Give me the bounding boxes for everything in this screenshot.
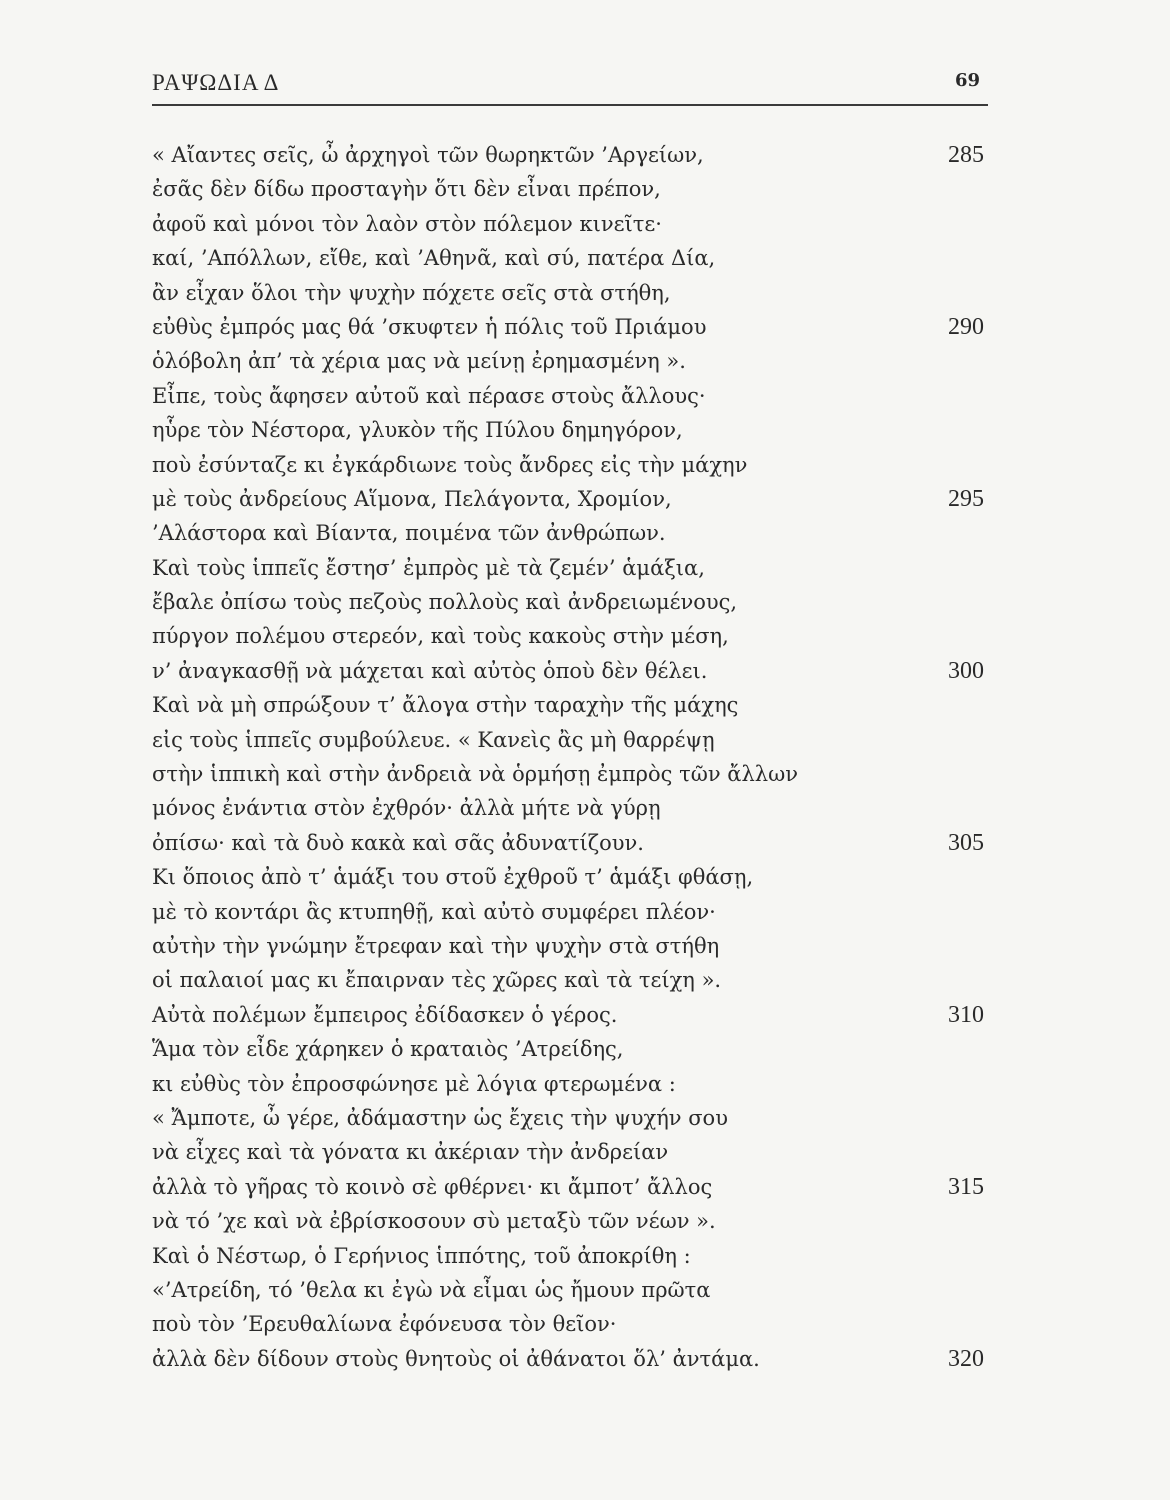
verse-text: Ἅμα τὸν εἶδε χάρηκεν ὁ κραταιὸς ’Ατρείδης, [152,1037,624,1062]
verse-line [152,516,988,550]
verse-line [152,723,988,757]
page-number: 69 [954,70,980,91]
verse-line [152,1273,988,1307]
verse-line [152,1204,988,1238]
verse-line [152,276,988,310]
verse-line [152,619,988,653]
verse-line [152,207,988,241]
verse-line [152,551,988,585]
verse-line [152,929,988,963]
verse-text: εὐθὺς ἐμπρός μας θά ’σκυφτεν ἡ πόλις τοῦ Πριάμου [152,314,707,339]
verse-text: οἱ παλαιοί μας κι ἔπαιρναν τὲς χῶρες καὶ τὰ τείχη ». [152,968,722,993]
verse-line [152,585,988,619]
verse-text: ’Αλάστορα καὶ Βίαντα, ποιμένα τῶν ἀνθρώπων. [152,521,666,546]
verse-line [152,654,988,688]
verse-text: Καὶ ὁ Νέστωρ, ὁ Γερήνιος ἱππότης, τοῦ ἀποκρίθη : [152,1243,691,1268]
verse-line [152,448,988,482]
verse-line [152,826,988,860]
verse-line [152,379,988,413]
line-number: 285 [948,142,984,168]
verse-line [152,1032,988,1066]
verse-text: ἐσᾶς δὲν δίδω προσταγὴν ὅτι δὲν εἶναι πρέπον, [152,177,661,202]
verse-line [152,482,988,516]
verse-text: νὰ τό ’χε καὶ νὰ ἐβρίσκοσουν σὺ μεταξὺ τῶν νέων ». [152,1209,716,1234]
verse-line [152,791,988,825]
verse-text: νὰ εἶχες καὶ τὰ γόνατα κι ἀκέριαν τὴν ἀνδρείαν [152,1140,669,1165]
verse-text: ν’ ἀναγκασθῇ νὰ μάχεται καὶ αὐτὸς ὁποὺ δὲν θέλει. [152,658,708,683]
line-number: 300 [948,657,984,684]
line-number: 315 [948,1173,984,1200]
verse-line [152,1307,988,1341]
verse-block [152,138,988,1376]
verse-line [152,1101,988,1135]
verse-text: Αὐτὰ πολέμων ἔμπειρος ἐδίδασκεν ὁ γέρος. [152,1002,618,1027]
verse-line [152,310,988,344]
verse-text: εἰς τοὺς ἱππεῖς συμβούλευε. « Κανεὶς ἂς μὴ θαρρέψῃ [152,727,715,752]
verse-text: « Ἄμποτε, ὦ γέρε, ἀδάμαστην ὡς ἔχεις τὴν ψυχήν σου [152,1105,728,1130]
line-number: 320 [948,1345,984,1372]
line-number: 310 [948,1001,984,1028]
verse-line [152,344,988,378]
verse-text: κι εὐθὺς τὸν ἐπροσφώνησε μὲ λόγια φτερωμένα : [152,1071,676,1096]
verse-line [152,413,988,447]
verse-line [152,1342,988,1376]
verse-text: ὀπίσω· καὶ τὰ δυὸ κακὰ καὶ σᾶς ἀδυνατίζουν. [152,830,644,855]
verse-text: μὲ τοὺς ἀνδρείους Αἵμονα, Πελάγοντα, Χρομίον, [152,486,672,511]
verse-text: Καὶ νὰ μὴ σπρώξουν τ’ ἄλογα στὴν ταραχὴν τῆς μάχης [152,693,739,718]
verse-text: « Αἴαντες σεῖς, ὦ ἀρχηγοὶ τῶν θωρηκτῶν ’Αργείων, [152,143,704,167]
verse-text: Καὶ τοὺς ἱππεῖς ἔστησ’ ἐμπρὸς μὲ τὰ ζεμέν’ ἁμάξια, [152,555,705,580]
verse-text: ἀφοῦ καὶ μόνοι τὸν λαὸν στὸν πόλεμον κινεῖτε· [152,211,662,236]
verse-text: μὲ τὸ κοντάρι ἂς κτυπηθῇ, καὶ αὐτὸ συμφέρει πλέον· [152,899,716,924]
verse-text: ποὺ τὸν ’Ερευθαλίωνα ἐφόνευσα τὸν θεῖον· [152,1312,617,1337]
verse-line [152,172,988,206]
verse-text: αὐτὴν τὴν γνώμην ἔτρεφαν καὶ τὴν ψυχὴν στὰ στήθη [152,933,720,958]
verse-text: ποὺ ἐσύνταζε κι ἐγκάρδιωνε τοὺς ἄνδρες εἰς τὴν μάχην [152,452,748,477]
verse-line [152,998,988,1032]
verse-line [152,688,988,722]
verse-text: ἀλλὰ τὸ γῆρας τὸ κοινὸ σὲ φθέρνει· κι ἄμποτ’ ἄλλος [152,1174,713,1199]
running-title: ΡΑΨΩΔΙΑ Δ [152,70,280,95]
verse-text: μόνος ἐνάντια στὸν ἐχθρόν· ἀλλὰ μήτε νὰ γύρῃ [152,796,661,821]
verse-text: ὁλόβολη ἀπ’ τὰ χέρια μας νὰ μείνῃ ἐρημασμένη ». [152,349,686,374]
verse-line [152,1067,988,1101]
verse-line [152,1135,988,1169]
verse-line [152,757,988,791]
running-head [152,70,980,100]
verse-line [152,860,988,894]
verse-text: ἀλλὰ δὲν δίδουν στοὺς θνητοὺς οἱ ἀθάνατοι ὅλ’ ἀντάμα. [152,1346,760,1371]
verse-text: ἔβαλε ὀπίσω τοὺς πεζοὺς πολλοὺς καὶ ἀνδρειωμένους, [152,590,738,615]
verse-text: στὴν ἱππικὴ καὶ στὴν ἀνδρειὰ νὰ ὁρμήσῃ ἐμπρὸς τῶν ἄλλων [152,762,798,787]
line-number: 290 [948,313,984,340]
verse-line [152,963,988,997]
verse-line [152,138,988,172]
line-number: 305 [948,829,984,856]
verse-text: ἂν εἶχαν ὅλοι τὴν ψυχὴν πόχετε σεῖς στὰ στήθη, [152,280,671,305]
verse-text: Κι ὅποιος ἀπὸ τ’ ἁμάξι του στοῦ ἐχθροῦ τ’ ἁμάξι φθάσῃ, [152,865,754,890]
verse-text: «’Ατρείδη, τό ’θελα κι ἐγὼ νὰ εἶμαι ὡς ἤμουν πρῶτα [152,1277,711,1302]
verse-line [152,895,988,929]
verse-text: καί, ’Απόλλων, εἴθε, καὶ ’Αθηνᾶ, καὶ σύ, πατέρα Δία, [152,246,716,271]
verse-text: Εἶπε, τοὺς ἄφησεν αὐτοῦ καὶ πέρασε στοὺς ἄλλους· [152,383,706,408]
line-number: 295 [948,485,984,512]
verse-text: πύργον πολέμου στερεόν, καὶ τοὺς κακοὺς στὴν μέση, [152,624,729,649]
verse-text: ηὗρε τὸν Νέστορα, γλυκὸν τῆς Πύλου δημηγόρον, [152,418,683,443]
verse-line [152,1239,988,1273]
header-rule [152,104,988,106]
verse-line [152,1170,988,1204]
verse-line [152,241,988,275]
